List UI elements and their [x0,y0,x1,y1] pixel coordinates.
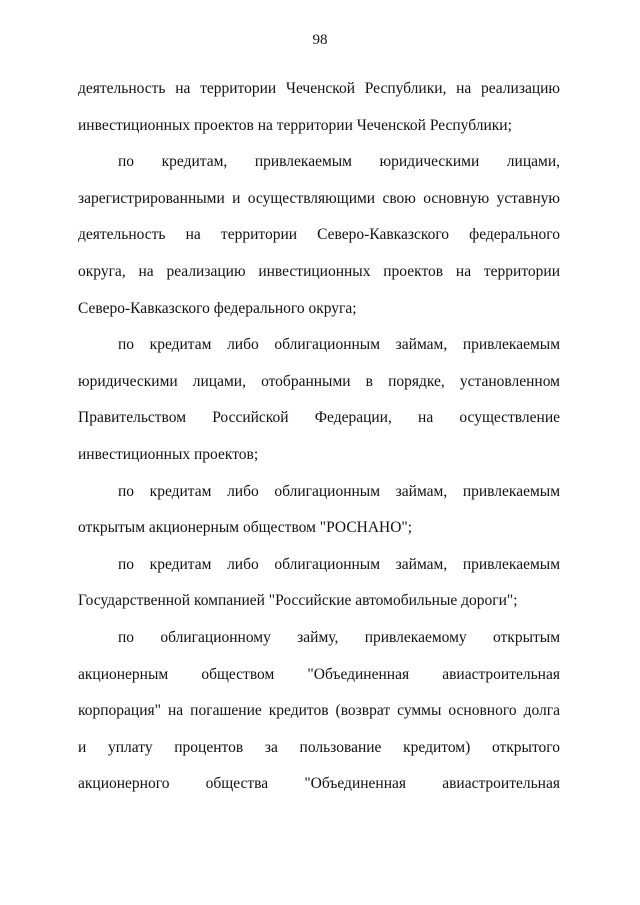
text-line: Правительством Российской Федерации, на осуществление [78,409,560,427]
text-line: и уплату процентов за пользование кредитом) открытого [78,738,560,756]
text-line: инвестиционных проектов; [78,445,259,463]
text-line: акционерного общества "Объединенная авиастроительная [78,775,560,793]
text-line: округа, на реализацию инвестиционных проектов на территории [78,262,560,280]
text-line: юридическими лицами, отобранными в порядке, установленном [78,372,560,390]
text-line: по кредитам, привлекаемым юридическими лицами, [118,153,560,171]
text-line: по кредитам либо облигационным займам, привлекаемым [118,482,560,500]
text-line: инвестиционных проектов на территории Чеченской Республики; [78,116,512,134]
text-line: по кредитам либо облигационным займам, привлекаемым [118,555,560,573]
text-line: по кредитам либо облигационным займам, привлекаемым [118,336,560,354]
text-line: открытым акционерным обществом "РОСНАНО"; [78,519,413,537]
text-line: акционерным обществом "Объединенная авиастроительная [78,665,560,683]
text-line: корпорация" на погашение кредитов (возврат суммы основного долга [78,702,560,720]
page-number: 98 [312,32,328,48]
text-line: деятельность на территории Северо-Кавказского федерального [78,226,560,244]
text-line: деятельность на территории Чеченской Республики, на реализацию [78,80,560,97]
text-line: по облигационному займу, привлекаемому открытым [118,628,560,646]
text-line: зарегистрированными и осуществляющими свою основную уставную [78,189,560,207]
document-body [78,71,560,803]
text-line: Государственной компанией "Российские автомобильные дороги"; [78,592,518,610]
text-line: Северо-Кавказского федерального округа; [78,299,357,317]
